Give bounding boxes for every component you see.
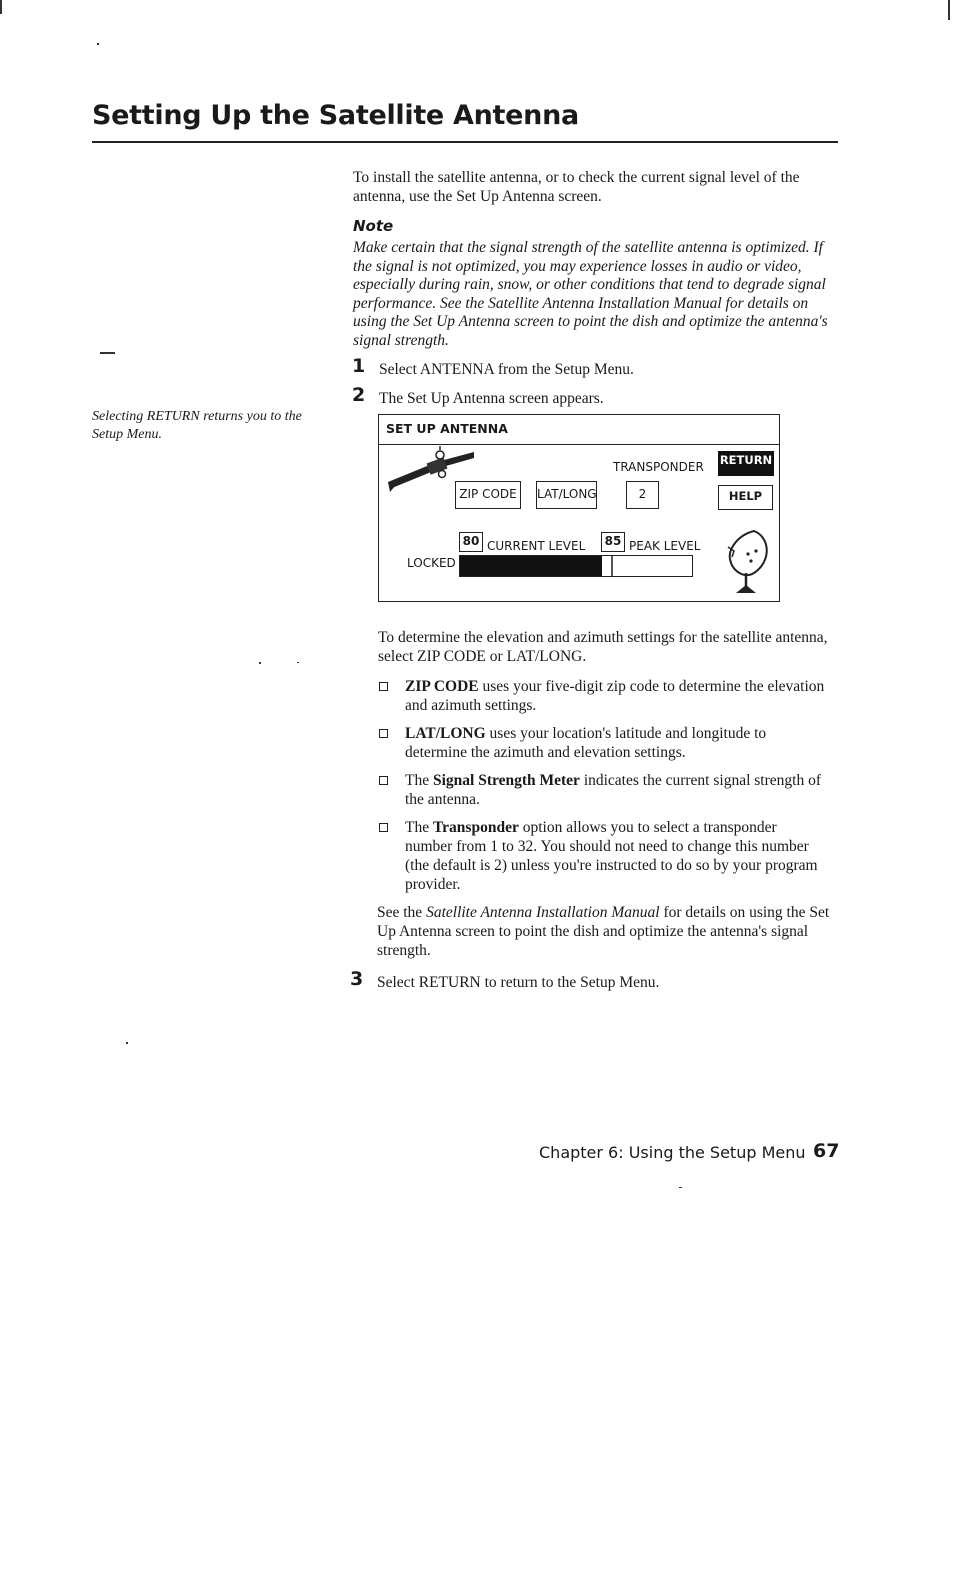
bullet-item bbox=[405, 771, 825, 809]
title-rule bbox=[92, 141, 838, 143]
bullet-prefix: The bbox=[405, 819, 433, 836]
current-level-value: 80 bbox=[459, 532, 483, 552]
step-number: 2 bbox=[352, 384, 366, 406]
help-button[interactable]: HELP bbox=[718, 485, 773, 510]
scan-speck bbox=[126, 1042, 128, 1044]
transponder-label: TRANSPONDER bbox=[613, 460, 704, 474]
note-text: Make certain that the signal strength of the satellite antenna is optimized. If the signal is not optimized, you may experience losses in audio or video, especially during rain, snow, or other conditions that tend to degrade signal performance. See the Satellite Antenna Installation Manual for details on using the Set Up Antenna screen to point the dish and optimize the antenna's signal strength. bbox=[353, 239, 828, 349]
scan-speck bbox=[297, 662, 299, 663]
bullet-prefix: The bbox=[405, 772, 433, 789]
bullet-description: uses your location's latitude and longitude to determine the azimuth and elevation settings. bbox=[405, 725, 767, 761]
bullet-term: ZIP CODE bbox=[405, 678, 479, 695]
zip-code-button[interactable]: ZIP CODE bbox=[455, 481, 521, 509]
meter-current-fill bbox=[460, 556, 602, 576]
bullet-checkbox-icon bbox=[379, 776, 388, 785]
bullet-description: uses your five-digit zip code to determine the elevation and azimuth settings. bbox=[405, 678, 825, 714]
bullet-checkbox-icon bbox=[379, 729, 388, 738]
peak-level-value: 85 bbox=[601, 532, 625, 552]
bullet-term: Signal Strength Meter bbox=[432, 772, 580, 789]
azimuth-paragraph: To determine the elevation and azimuth settings for the satellite antenna, select ZIP CODE or LAT/LONG. bbox=[378, 629, 828, 665]
step-text: Select ANTENNA from the Setup Menu. bbox=[379, 361, 634, 378]
lat-long-button[interactable]: LAT/LONG bbox=[536, 481, 597, 509]
para-suffix: for details on using the Set Up Antenna screen to point the dish and optimize the antenna's signal strength. bbox=[377, 904, 830, 959]
step-text: Select RETURN to return to the Setup Menu. bbox=[377, 974, 660, 991]
step-number: 3 bbox=[350, 968, 364, 990]
scan-edge-mark bbox=[0, 0, 2, 14]
intro-paragraph: To install the satellite antenna, or to check the current signal level of the antenna, use the Set Up Antenna screen. bbox=[353, 169, 800, 205]
margin-mark bbox=[100, 352, 115, 354]
scan-speck bbox=[679, 1187, 682, 1188]
current-level-label: CURRENT LEVEL bbox=[487, 539, 586, 553]
meter-peak-marker bbox=[611, 556, 613, 576]
note-heading: Note bbox=[353, 217, 394, 235]
peak-level-label: PEAK LEVEL bbox=[629, 539, 701, 553]
bullet-checkbox-icon bbox=[379, 682, 388, 691]
page-title: Setting Up the Satellite Antenna bbox=[92, 100, 579, 131]
step-number: 1 bbox=[352, 355, 366, 377]
footer-chapter-title: Chapter 6: Using the Setup Menu bbox=[539, 1143, 806, 1162]
scan-edge-mark bbox=[948, 0, 950, 20]
bullet-description: indicates the current signal strength of the antenna. bbox=[405, 772, 821, 808]
scan-speck bbox=[97, 43, 99, 45]
bullet-description: option allows you to select a transponder number from 1 to 32. You should not need to change this number (the default is 2) unless you're instructed to do so by your program provider. bbox=[405, 819, 818, 893]
step-text: The Set Up Antenna screen appears. bbox=[379, 390, 604, 407]
bullet-item bbox=[405, 677, 825, 715]
return-button[interactable]: RETURN bbox=[718, 451, 774, 476]
margin-note: Selecting RETURN returns you to the Setup Menu. bbox=[92, 409, 302, 442]
screen-title-divider bbox=[378, 444, 780, 445]
bullet-term: Transponder bbox=[432, 819, 519, 836]
page-number: 67 bbox=[813, 1140, 840, 1162]
para-prefix: See the bbox=[377, 904, 427, 921]
bullet-checkbox-icon bbox=[379, 823, 388, 832]
satellite-dish-icon bbox=[724, 527, 774, 595]
manual-reference-paragraph bbox=[377, 903, 839, 960]
transponder-field[interactable]: 2 bbox=[626, 481, 659, 509]
manual-title: Satellite Antenna Installation Manual bbox=[426, 904, 660, 921]
bullet-item bbox=[405, 724, 825, 762]
bullet-term: LAT/LONG bbox=[405, 725, 486, 742]
bullet-item bbox=[405, 818, 825, 894]
scan-speck bbox=[259, 662, 261, 664]
signal-strength-meter bbox=[459, 555, 693, 577]
screen-title: SET UP ANTENNA bbox=[386, 421, 508, 436]
locked-status: LOCKED bbox=[407, 556, 456, 570]
